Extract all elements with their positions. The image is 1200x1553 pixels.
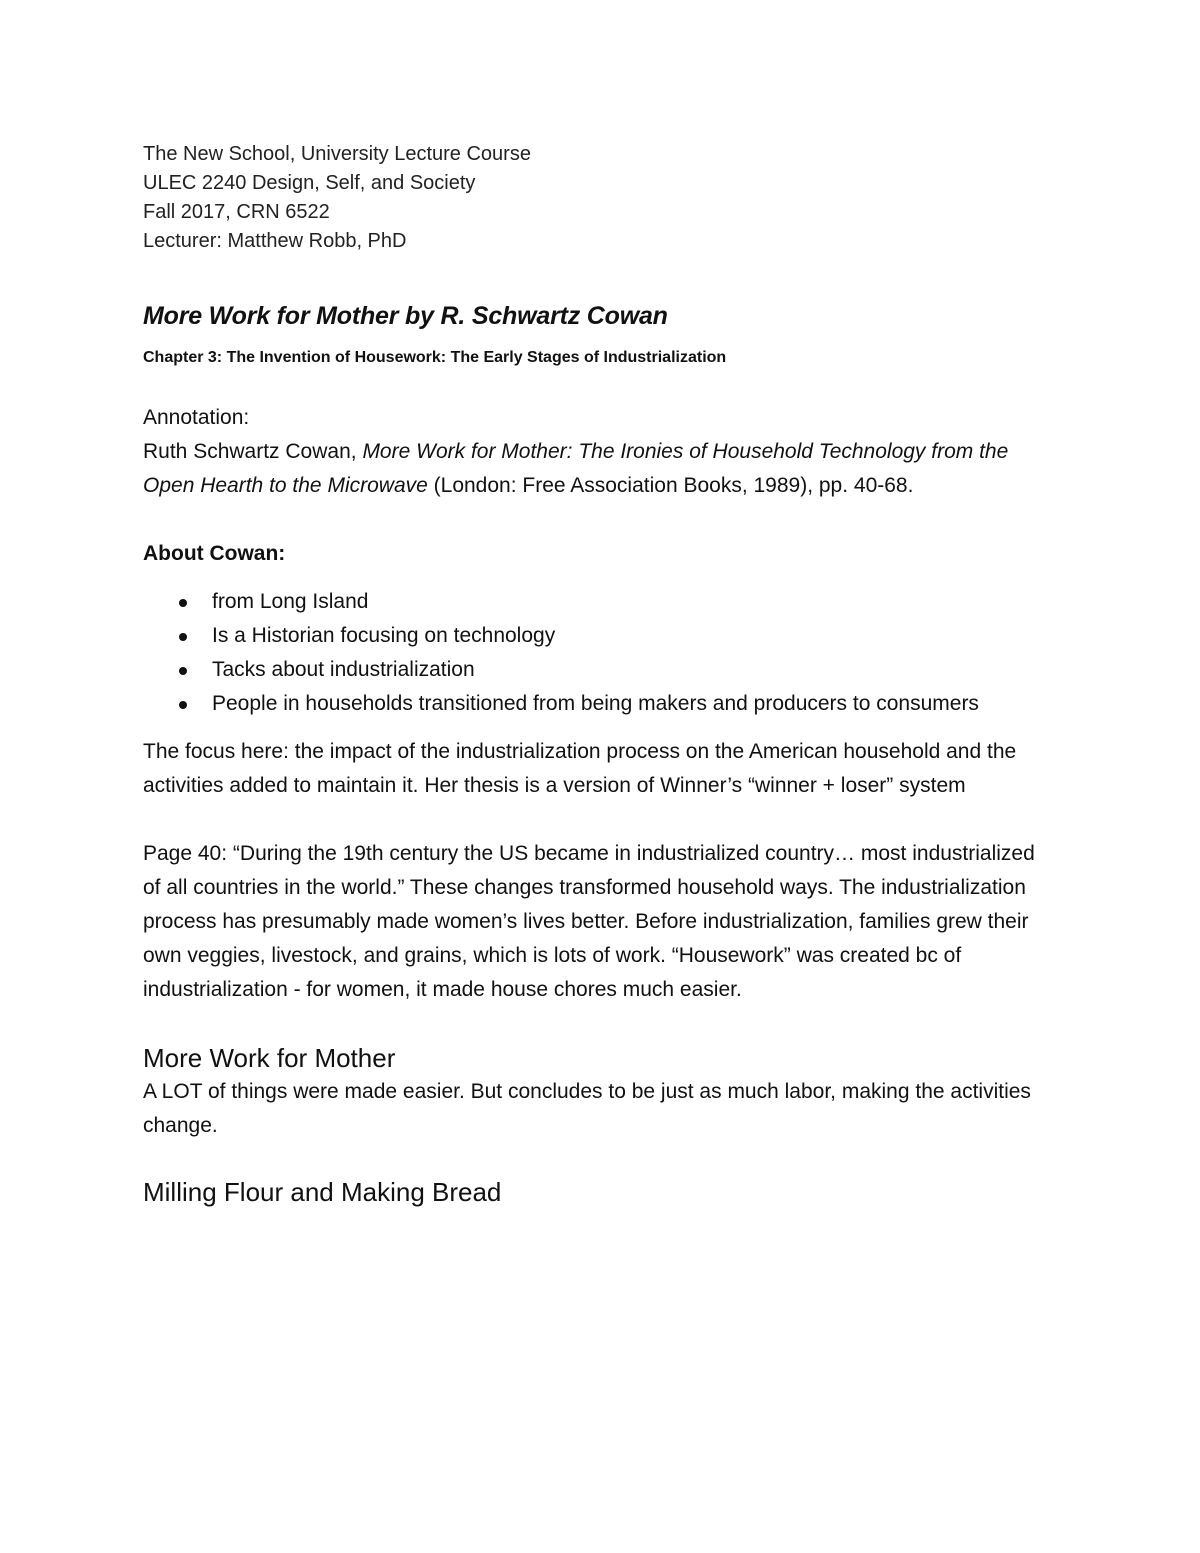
list-item xyxy=(212,619,1058,653)
about-heading: About Cowan: xyxy=(143,542,286,565)
list-item-text: People in households transitioned from being makers and producers to consumers xyxy=(212,692,979,715)
about-list xyxy=(143,585,1058,721)
list-item xyxy=(212,585,1058,619)
citation-book-title: More Work for Mother: The Ironies of Household Technology from the Open Hearth to the Microwave xyxy=(143,440,1009,497)
list-item-text: Tacks about industrialization xyxy=(212,658,475,681)
citation-details: (London: Free Association Books, 1989), pp. 40-68. xyxy=(427,474,914,497)
page40-paragraph: Page 40: “During the 19th century the US became in industrialized country… most industrialized of all countries in the world.” These changes transformed household ways. The industrialization process has presumably made women’s lives better. Before industrialization, families grew their own veggies, livestock, and grains, which is lots of work. “Housework” was created bc of industrialization - for women, it made house chores much easier. xyxy=(143,842,1035,1001)
bullet-icon xyxy=(179,701,187,709)
course-lecturer: Lecturer: Matthew Robb, PhD xyxy=(143,230,407,252)
list-item xyxy=(212,687,1058,721)
chapter-heading: Chapter 3: The Invention of Housework: The Early Stages of Industrialization xyxy=(143,349,727,366)
annotation-citation xyxy=(143,435,1058,503)
annotation-label: Annotation: xyxy=(143,406,250,429)
focus-paragraph: The focus here: the impact of the industrialization process on the American household and the activities added to maintain it. Her thesis is a version of Winner’s “winner + loser” system xyxy=(143,740,1017,797)
list-item xyxy=(212,653,1058,687)
course-term: Fall 2017, CRN 6522 xyxy=(143,201,330,223)
document-title: More Work for Mother by R. Schwartz Cowan xyxy=(143,302,668,330)
list-item-text: from Long Island xyxy=(212,590,369,613)
citation-author: Ruth Schwartz Cowan, xyxy=(143,440,363,463)
bullet-icon xyxy=(179,633,187,641)
course-header xyxy=(143,140,1058,256)
course-code: ULEC 2240 Design, Self, and Society xyxy=(143,172,476,194)
course-name: The New School, University Lecture Course xyxy=(143,143,531,165)
section-heading-milling: Milling Flour and Making Bread xyxy=(143,1177,502,1207)
list-item-text: Is a Historian focusing on technology xyxy=(212,624,556,647)
bullet-icon xyxy=(179,599,187,607)
section-text-more-work: A LOT of things were made easier. But concludes to be just as much labor, making the activities change. xyxy=(143,1080,1031,1137)
section-heading-more-work: More Work for Mother xyxy=(143,1043,396,1073)
bullet-icon xyxy=(179,667,187,675)
document-page xyxy=(143,140,1058,1209)
